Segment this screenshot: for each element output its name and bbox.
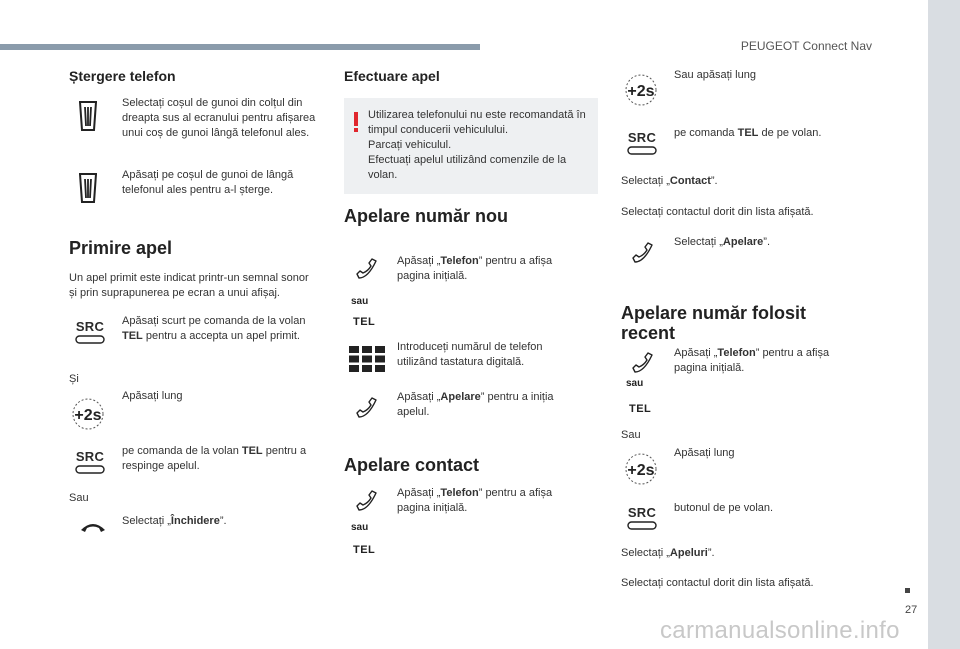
new-step-3: Apăsați „Apelare” pentru a iniția apelul.: [397, 391, 554, 418]
watermark: carmanualsonline.info: [660, 617, 900, 644]
long-press-text: Apăsați lung: [674, 447, 735, 459]
phone-handset-icon: [632, 352, 654, 379]
delete-phone-heading: Ștergere telefon: [69, 68, 176, 84]
header-title: PEUGEOT Connect Nav: [740, 39, 872, 53]
warning-text: Utilizarea telefonului nu este recomandată în timpul conducerii vehiculului. Parcați vehiculul. Efectuați apelul utilizând comenzile de la volan.: [368, 109, 586, 181]
call-contact-heading: Apelare contact: [344, 455, 480, 475]
long-press-2s-icon: [621, 72, 661, 113]
page-number: 27: [905, 604, 918, 616]
phone-handset-icon: [356, 397, 378, 424]
phone-handset-icon: [632, 242, 654, 269]
tel-label: TEL: [629, 403, 652, 415]
or-label: Sau: [69, 492, 89, 504]
reject-call-text: pe comanda de la volan TEL pentru a respinge apelul.: [122, 445, 307, 472]
keypad-icon: [349, 346, 385, 377]
tel-command-text: pe comanda TEL de pe volan.: [674, 127, 822, 139]
page-side-strip: [928, 0, 960, 649]
trash-icon: [78, 172, 98, 209]
phone-handset-icon: [356, 490, 378, 517]
make-call-heading: Efectuare apel: [344, 68, 440, 84]
recent-number-heading: Apelare număr folosit recent: [621, 303, 807, 343]
tel-label: TEL: [353, 316, 376, 328]
long-press-text: Apăsați lung: [122, 390, 183, 402]
select-calls-text: Selectați „Apeluri”.: [621, 547, 715, 559]
long-press-2s-icon: [621, 451, 661, 492]
new-number-heading: Apelare număr nou: [344, 206, 509, 226]
new-step-2: Introduceți numărul de telefon utilizând tastatura digitală.: [397, 341, 543, 368]
new-step-1: Apăsați „Telefon” pentru a afișa pagina inițială.: [397, 255, 553, 282]
header-accent-bar: [0, 44, 480, 50]
phone-handset-icon: [356, 258, 378, 285]
trash-icon: [78, 100, 98, 137]
warning-icon: [354, 112, 358, 132]
continued-marker: [905, 588, 910, 593]
or-label: sau: [351, 522, 369, 533]
or-label: sau: [351, 296, 369, 307]
hang-up-icon: [79, 520, 107, 539]
and-label: Și: [69, 373, 79, 385]
select-call-text: Selectați „Apelare”.: [674, 236, 771, 248]
svg-text:+2s: +2s: [627, 83, 655, 100]
tel-label: TEL: [353, 544, 376, 556]
wheel-button-text: butonul de pe volan.: [674, 502, 774, 514]
contact-step-1: Apăsați „Telefon” pentru a afișa pagina inițială.: [397, 487, 553, 514]
hang-up-text: Selectați „Închidere”.: [122, 515, 227, 527]
or-label: sau: [626, 378, 644, 389]
svg-text:+2s: +2s: [74, 407, 102, 424]
receive-call-heading: Primire apel: [69, 238, 173, 258]
steering-src-button-icon: SRC: [624, 506, 660, 530]
select-from-list-text: Selectați contactul dorit din lista afișată.: [621, 577, 814, 589]
long-press-or-text: Sau apăsați lung: [674, 69, 756, 81]
warning-note: [344, 98, 598, 194]
delete-step-2: Apăsați pe coșul de gunoi de lângă telefonul ales pentru a-l șterge.: [122, 169, 294, 196]
select-contact-text: Selectați „Contact”.: [621, 175, 718, 187]
accept-call-text: Apăsați scurt pe comanda de la volan TEL pentru a accepta un apel primit.: [122, 315, 306, 342]
select-from-list-text: Selectați contactul dorit din lista afișată.: [621, 206, 814, 218]
svg-text:+2s: +2s: [627, 462, 655, 479]
steering-src-button-icon: SRC: [72, 320, 108, 344]
receive-intro: Un apel primit este indicat printr-un semnal sonor și prin suprapunerea pe ecran a unui afișaj.: [69, 272, 309, 299]
recent-step-1: Apăsați „Telefon” pentru a afișa pagina inițială.: [674, 347, 830, 374]
steering-src-button-icon: SRC: [72, 450, 108, 474]
long-press-2s-icon: [68, 396, 108, 437]
steering-src-button-icon: SRC: [624, 131, 660, 155]
or-label: Sau: [621, 429, 641, 441]
delete-step-1: Selectați coșul de gunoi din colțul din dreapta sus al ecranului pentru afișarea unui coș de gunoi lângă telefonul ales.: [122, 97, 316, 139]
